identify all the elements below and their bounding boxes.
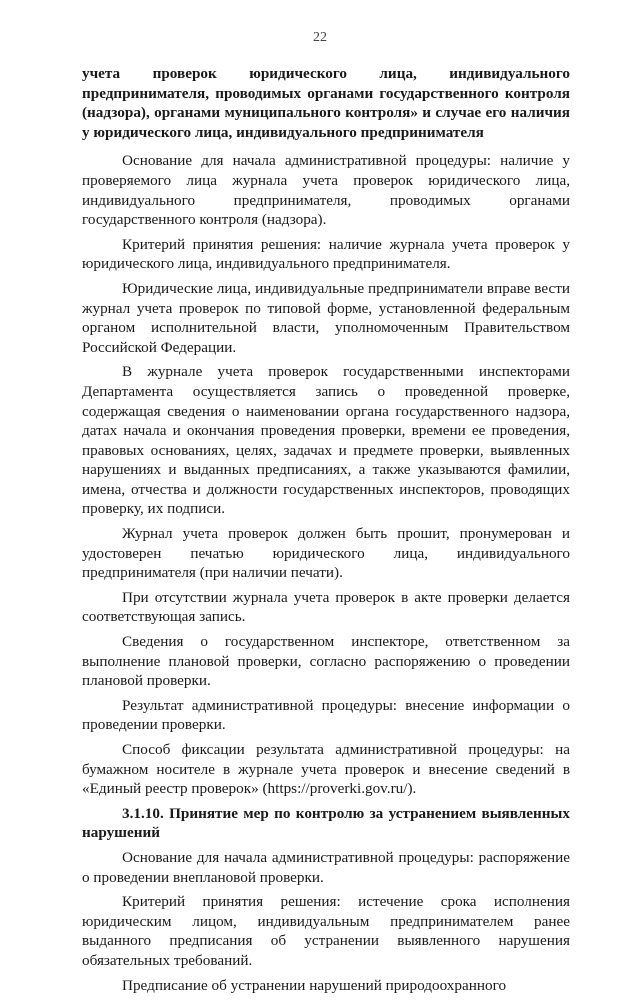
paragraph-basis-unscheduled: Основание для начала административной процедуры: распоряжение о проведении внеплановой проверки.: [82, 848, 570, 886]
paragraph-no-journal: При отсутствии журнала учета проверок в акте проверки делается соответствующая запись.: [82, 588, 570, 626]
paragraph-prescription: Предписание об устранении нарушений природоохранного: [122, 976, 507, 994]
paragraph-basis: Основание для начала административной процедуры: наличие у проверяемого лица журнала учета проверок юридического лица, индивидуального предпринимателя, проводимых органами государственного контроля (надзора).: [82, 152, 570, 229]
paragraph-heading-continued: учета проверок юридического лица, индивидуального предпринимателя, проводимых органами государственного контроля (надзора), органами муниципального контроля» и случае его наличия у юридического лица, индивидуального предпринимателя: [82, 65, 570, 141]
paragraph-fixation: Способ фиксации результата административной процедуры: на бумажном носителе в журнале учета проверок и внесение сведений в «Единый реестр проверок» (https://proverki.gov.ru/).: [82, 741, 570, 798]
section-heading-3-1-10: 3.1.10. Принятие мер по контролю за устранением выявленных нарушений: [82, 804, 570, 842]
document-body: [82, 64, 570, 1000]
paragraph-inspector-info: Сведения о государственном инспекторе, ответственном за выполнение плановой проверки, согласно распоряжению о проведении плановой проверки.: [82, 633, 570, 690]
paragraph-criterion: Критерий принятия решения: наличие журнала учета проверок у юридического лица, индивидуального предпринимателя.: [82, 235, 570, 273]
paragraph-journal-binding: Журнал учета проверок должен быть прошит, пронумерован и удостоверен печатью юридического лица, индивидуального предпринимателя (при наличии печати).: [82, 525, 570, 582]
page-number: 22: [313, 30, 327, 45]
paragraph-result: Результат административной процедуры: внесение информации о проведении проверки.: [82, 696, 570, 734]
paragraph-journal-entry: В журнале учета проверок государственными инспекторами Департамента осуществляется запись о проведенной проверке, содержащая сведения о наименовании органа государственного надзора, датах начала и окончания проведения проверки, времени ее проведения, правовых основаниях, целях, задачах и предмете проверки, выявленных нарушениях и выданных предписаниях, а также указываются фамилии, имена, отчества и должности государственных инспекторов, проводящих проверку, их подписи.: [82, 363, 570, 518]
paragraph-criterion-deadline: Критерий принятия решения: истечение срока исполнения юридическим лицом, индивидуальным предпринимателем ранее выданного предписания об устранении выявленного нарушения обязательных требований.: [82, 893, 570, 969]
paragraph-journal-right: Юридические лица, индивидуальные предприниматели вправе вести журнал учета проверок по типовой форме, установленной федеральным органом исполнительной власти, уполномоченным Правительством Российской Федерации.: [82, 279, 570, 356]
